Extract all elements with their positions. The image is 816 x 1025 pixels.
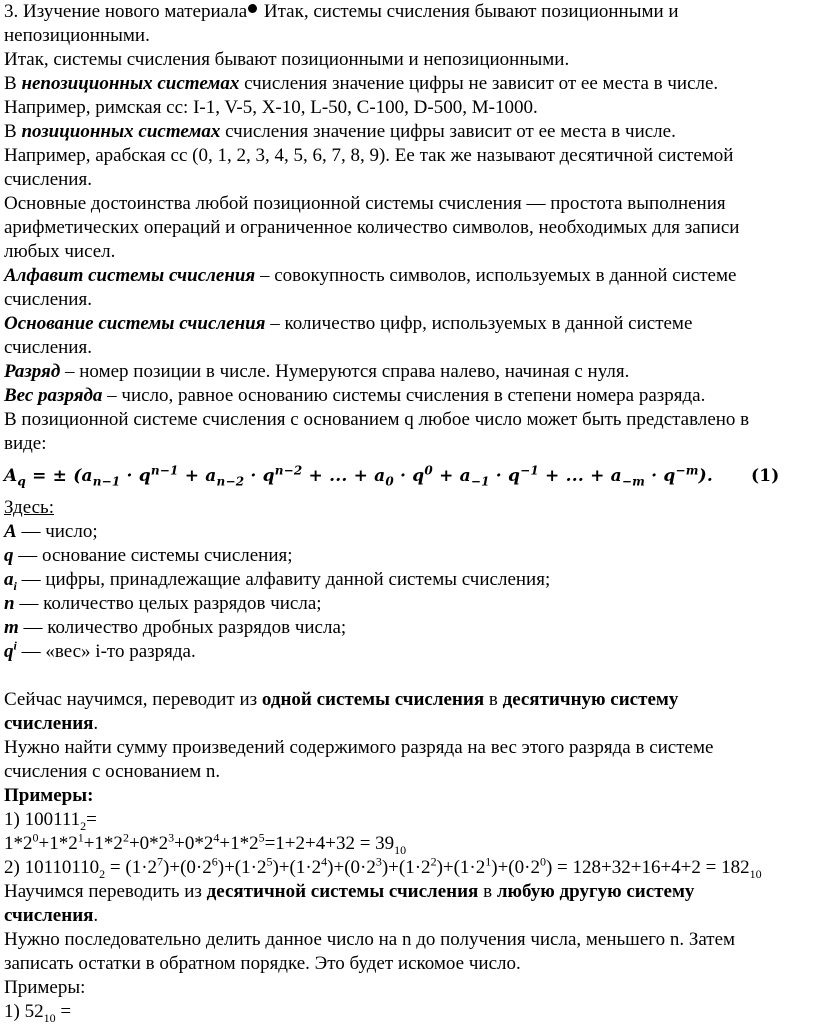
paragraph: записать остатки в обратном порядке. Это будет искомое число.: [4, 953, 521, 974]
legend-item: $a_i$ — цифры, принадлежащие алфавиту данной системы счисления;: [4, 569, 551, 593]
formula-positional-expansion: $A_q$ = ± ($a_{n-1} \cdot q^{n-1} + a_{n-2} \cdot q^{n-2}$ + ... + $a_0 \cdot q^0 + a_{-1} \cdot q^{-1}$ + ... + $a_{-m} \cdot q^{-m}$). (1): [4, 463, 780, 489]
paragraph: Например, арабская сс (0, 1, 2, 3, 4, 5, 6, 7, 8, 9). Ее так же называют десятичной системой: [4, 145, 734, 166]
legend-item: m — количество дробных разрядов числа;: [4, 617, 347, 638]
definition-weight: Вес разряда – число, равное основанию системы счисления в степени номера разряда.: [4, 385, 706, 406]
example-1-expansion: $1*2^0+1*2^1+1*2^2+0*2^3+0*2^4+1*2^5=1+2+4+32 = 39_{10}$: [4, 830, 407, 857]
paragraph: счисления с основанием n.: [4, 761, 221, 782]
legend-item: A — число;: [4, 521, 98, 542]
paragraph: В позиционной системе счисления с основанием q любое число может быть представлено в: [4, 409, 750, 430]
definition-digit: Разряд – номер позиции в числе. Нумеруются справа налево, начиная с нуля.: [4, 361, 630, 382]
legend-heading: Здесь:: [4, 497, 54, 518]
paragraph: Нужно последовательно делить данное число на n до получения числа, меньшего n. Затем: [4, 929, 736, 950]
paragraph: Итак, системы счисления бывают позиционными и непозиционными.: [4, 49, 570, 70]
example-2: 2) $10110110_2 = (1\cdot 2^7)+(0\cdot 2^6)+(1\cdot 2^5)+(1\cdot 2^4)+(0\cdot 2^3)+(1\cdot 2^2)+(1\cdot 2^1)+(0\cdot 2^0) = 128+32+16+4+2 = 182_{10}$: [4, 854, 762, 881]
paragraph: счисления.: [4, 713, 99, 734]
paragraph: непозиционными.: [4, 25, 150, 46]
symbol-legend: [4, 520, 816, 664]
paragraph: любых чисел.: [4, 241, 116, 262]
paragraph: счисления.: [4, 905, 99, 926]
paragraph: Научимся переводить из десятичной системы счисления в любую другую систему: [4, 881, 695, 902]
term-positional: позиционных системах: [21, 121, 221, 142]
paragraph: счисления.: [4, 289, 92, 310]
examples-heading: Примеры:: [4, 977, 86, 998]
examples-heading: Примеры:: [4, 785, 94, 806]
paragraph: Нужно найти сумму произведений содержимого разряда на вес этого разряда в системе: [4, 737, 714, 758]
term-nonpositional: непозиционных системах: [21, 73, 240, 94]
paragraph: виде:: [4, 433, 47, 454]
definition-alphabet: Алфавит системы счисления – совокупность символов, используемых в данной системе: [4, 265, 737, 286]
paragraph: Например, римская сс: I-1, V-5, X-10, L-50, C-100, D-500, M-1000.: [4, 97, 538, 118]
paragraph: счисления.: [4, 337, 92, 358]
paragraph: Основные достоинства любой позиционной системы счисления — простота выполнения: [4, 193, 726, 214]
paragraph: В позиционных системах счисления значение цифры зависит от ее места в числе.: [4, 121, 676, 142]
section-heading: 3. Изучение нового материала Итак, системы счисления бывают позиционными и: [4, 1, 679, 22]
legend-item: n — количество целых разрядов числа;: [4, 593, 322, 614]
bullet-icon: [248, 4, 257, 13]
paragraph: Сейчас научимся, переводит из одной системы счисления в десятичную систему: [4, 689, 679, 710]
example-3: 1) $52_{10}$ =: [4, 1001, 72, 1025]
example-1: 1) $100111_2=$: [4, 809, 97, 833]
paragraph: В непозиционных системах счисления значение цифры не зависит от ее места в числе.: [4, 73, 719, 94]
definition-base: Основание системы счисления – количество цифр, используемых в данной системе: [4, 313, 693, 334]
legend-item: q — основание системы счисления;: [4, 545, 293, 566]
paragraph: счисления.: [4, 169, 92, 190]
formula-number: (1): [751, 466, 780, 486]
legend-item: $q^i$ — «вес» i-то разряда.: [4, 638, 196, 662]
paragraph: арифметических операций и ограниченное количество символов, необходимых для записи: [4, 217, 740, 238]
